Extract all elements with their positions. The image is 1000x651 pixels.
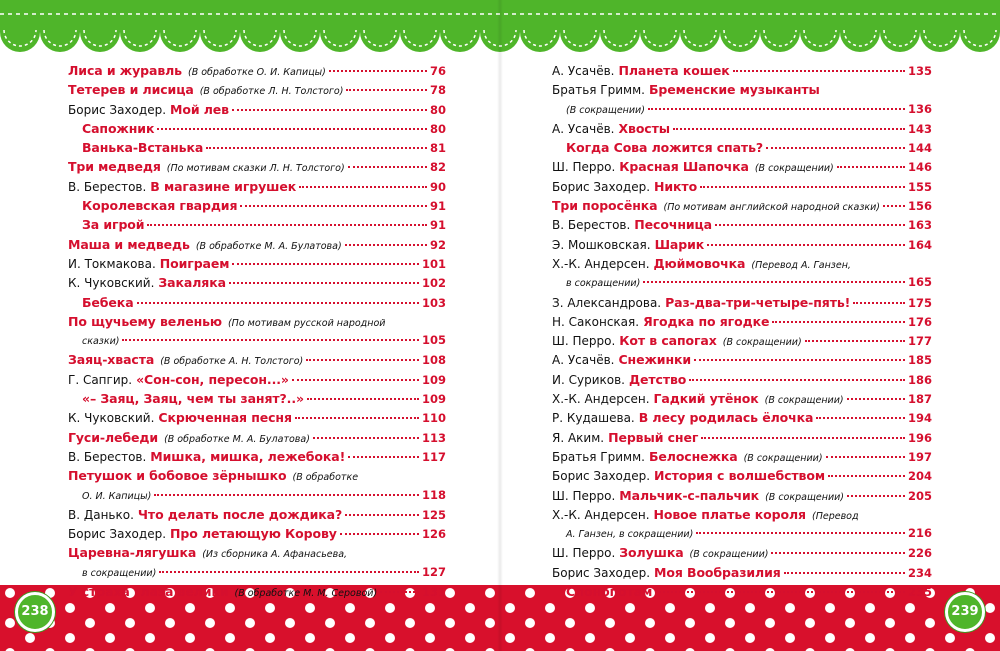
entry-page-number: 101 [421,256,446,271]
entry-author: Ш. Перро. [552,488,616,503]
toc-entry [68,254,446,273]
entry-author: И. Токмакова. [68,256,156,271]
toc-entry [552,486,932,505]
entry-page-number: 78 [429,83,446,98]
page-number-left: 238 [15,592,55,632]
entry-page-number: 92 [429,237,446,252]
entry-author: К. Чуковский. [68,276,155,291]
entry-page-number: 235 [907,585,932,600]
entry-title: Поиграем [159,255,230,271]
entry-title: Бебека [82,294,134,310]
entry-author: В. Берестов. [552,218,631,233]
toc-entry [552,254,932,273]
toc-entry [68,486,446,505]
entry-author: Ш. Перро. [552,546,616,561]
entry-note: (В сокращении) [764,395,844,407]
entry-title: Тетерев и лисица [68,82,194,98]
entry-page-number: 118 [421,487,446,502]
toc-entry [68,312,446,331]
entry-note: (В обработке М. М. Серовой) [234,588,378,600]
entry-author: Братья Гримм. [552,449,645,464]
entry-title: Три медведя [68,159,161,175]
toc-entry [68,138,446,157]
toc-entry [68,177,446,196]
toc-column-right [552,61,932,601]
toc-entry [68,370,446,389]
dot-leader [828,475,905,477]
toc-entry [68,196,446,215]
entry-title: Петушок и бобовое зёрнышко [68,468,287,484]
dot-leader [689,379,905,381]
entry-author: Борис Заходер. [68,102,167,117]
entry-note: сказки) [82,336,120,348]
entry-title: Шарик [654,236,705,252]
entry-page-number: 108 [421,353,446,368]
dot-leader [147,224,427,226]
toc-entry [552,447,932,466]
toc-entry [68,331,446,350]
dot-leader [784,572,905,574]
entry-title: Ванька-Встанька [82,140,204,156]
toc-entry [68,119,446,138]
toc-entry [68,350,446,369]
entry-page-number: 165 [907,275,932,290]
entry-title: Белоснежка [648,448,738,464]
dot-leader [295,417,419,419]
dot-leader [707,244,905,246]
entry-title: Гуси-лебеди [68,429,159,445]
dot-leader [837,166,905,168]
entry-title: Бременские музыканты [648,82,820,98]
entry-title: Снежинки [618,352,692,368]
toc-entry [552,389,932,408]
entry-page-number: 127 [421,564,446,579]
dot-leader [766,147,905,149]
entry-note: (Перевод [812,510,859,522]
entry-title: Сапожник [82,120,155,136]
entry-title: Царевна-лягушка [68,545,197,561]
entry-title: Золушка [619,545,684,561]
toc-entry [552,273,932,292]
entry-title: Что делать после дождика? [137,506,343,522]
toc-entry [552,350,932,369]
dot-leader [206,147,427,149]
dot-leader [306,359,419,361]
entry-page-number: 175 [907,295,932,310]
toc-entry [68,215,446,234]
entry-title: Заяц-хваста [68,352,155,368]
toc-entry [68,157,446,176]
toc-entry [552,196,932,215]
entry-author: Борис Заходер. [552,469,651,484]
toc-entry [68,524,446,543]
entry-author: Братья Гримм. [552,83,645,98]
entry-author: А. Усачёв. [552,121,615,136]
entry-page-number: 176 [907,314,932,329]
toc-entry [68,408,446,427]
entry-author: Борис Заходер. [552,565,651,580]
entry-page-number: 105 [421,333,446,348]
entry-page-number: 76 [429,64,446,78]
entry-title: В лесу родилась ёлочка [638,410,814,426]
entry-note: (В сокращении) [689,549,769,561]
dot-leader [696,532,905,534]
toc-entry [552,61,932,80]
entry-author: Н. Саконская. [552,314,640,329]
toc-entry [68,273,446,292]
dot-leader [772,321,905,323]
dot-leader [883,205,905,207]
entry-page-number: 125 [421,507,446,522]
toc-entry [552,428,932,447]
dot-leader [137,302,419,304]
toc-entry [68,505,446,524]
dot-leader [157,128,427,130]
toc-entry [68,447,446,466]
entry-title: Королевская гвардия [82,198,238,214]
dot-leader [232,263,419,265]
entry-page-number: 131 [421,585,446,600]
toc-entry [68,61,446,80]
toc-column-left [68,61,446,601]
entry-author: Я. Аким. [552,430,605,445]
entry-note: (В сокращении) [743,452,823,464]
dot-leader [348,166,427,168]
toc-entry [552,100,932,119]
toc-entry [552,80,932,99]
toc-entry [552,408,932,427]
dot-leader [154,494,419,496]
entry-note: (По мотивам русской народной [227,317,386,329]
entry-page-number: 234 [907,565,932,580]
entry-author: Х.-К. Андерсен. [552,392,650,407]
entry-title: По щучьему веленью [68,313,222,329]
toc-entry [68,563,446,582]
entry-author: Х.-К. Андерсен. [552,256,650,271]
toc-entry [68,389,446,408]
entry-page-number: 82 [429,160,446,175]
entry-page-number: 103 [421,295,446,310]
entry-page-number: 80 [429,102,446,117]
entry-title: Слонопотам [566,584,653,600]
toc-entry [68,100,446,119]
toc-entry [552,524,932,543]
toc-entry [552,543,932,562]
entry-title: Детство [628,371,687,387]
dot-leader [643,281,905,283]
entry-page-number: 90 [429,179,446,194]
entry-title: Про летающую Корову [170,526,337,542]
dot-leader [346,89,427,91]
toc-entry [552,505,932,524]
entry-page-number: 197 [907,449,932,464]
dot-leader [329,70,427,72]
entry-title: Кот в сапогах [619,333,717,349]
dot-leader [771,552,905,554]
entry-title: Раз-два-три-четыре-пять! [665,294,851,310]
entry-title: За игрой [82,217,145,233]
entry-page-number: 156 [907,199,932,214]
entry-note: (В обработке [292,472,359,484]
entry-title: Маша и медведь [68,236,190,252]
entry-title: Дюймовочка [653,255,746,271]
entry-page-number: 135 [907,64,932,78]
entry-author: В. Берестов. [68,449,147,464]
dot-leader [853,302,905,304]
entry-note: (В обработке А. Н. Толстого) [160,356,304,368]
entry-title: Гадкий утёнок [653,391,759,407]
entry-note: А. Ганзен, в сокращении) [566,529,694,541]
entry-title: Когда Сова ложится спать? [566,140,764,156]
entry-author: Э. Мошковская. [552,237,651,252]
entry-title: Первый снег [608,429,699,445]
entry-page-number: 204 [907,469,932,484]
entry-page-number: 143 [907,121,932,136]
entry-note: (В сокращении) [765,491,845,503]
dot-leader [700,186,905,188]
entry-note: (Перевод А. Ганзен, [751,259,851,271]
dot-leader [348,456,419,458]
toc-entry [552,177,932,196]
entry-page-number: 110 [421,411,446,426]
entry-title: Мой лев [170,101,229,117]
entry-title: «– Заяц, Заяц, чем ты занят?..» [82,391,304,407]
entry-title: Мишка, мишка, лежебока! [150,448,346,464]
entry-note: (В обработке Л. Н. Толстого) [199,86,344,98]
entry-title: Три поросёнка [552,198,658,214]
entry-author: Р. Кудашева. [552,411,635,426]
entry-page-number: 80 [429,121,446,136]
dot-leader [307,398,419,400]
entry-author: Г. Сапгир. [68,372,133,387]
entry-title: У страха глаза велики [68,584,229,600]
entry-page-number: 226 [907,546,932,561]
entry-author: А. Усачёв. [552,353,615,368]
entry-page-number: 163 [907,218,932,233]
dot-leader [673,128,905,130]
entry-page-number: 185 [907,353,932,368]
toc-entry [552,582,932,601]
dot-leader [701,437,905,439]
dot-leader [847,398,905,400]
entry-page-number: 194 [907,411,932,426]
entry-page-number: 126 [421,527,446,542]
entry-page-number: 164 [907,237,932,252]
toc-entry [552,293,932,312]
dot-leader [232,109,427,111]
entry-title: Моя Вообразилия [654,564,781,580]
dot-leader [345,244,427,246]
toc-entry [68,235,446,254]
page-number-right: 239 [945,592,985,632]
entry-title: Мальчик-с-пальчик [619,487,760,503]
entry-title: Песочница [634,217,713,233]
dot-leader [826,456,905,458]
entry-note: (В сокращении) [722,337,802,349]
entry-note: в сокращении) [82,567,157,579]
dot-leader [292,379,419,381]
toc-entry [552,119,932,138]
dot-leader [655,591,905,593]
entry-author: И. Суриков. [552,372,625,387]
entry-author: А. Усачёв. [552,64,615,78]
entry-author: З. Александрова. [552,295,662,310]
toc-entry [68,428,446,447]
entry-note: (По мотивам английской народной сказки) [663,202,881,214]
entry-note: в сокращении) [566,278,641,290]
dot-leader [240,205,427,207]
entry-title: Новое платье короля [653,506,806,522]
dot-leader [805,340,905,342]
entry-page-number: 91 [429,218,446,233]
entry-page-number: 102 [421,276,446,291]
entry-page-number: 109 [421,392,446,407]
dot-leader [313,437,419,439]
toc-entry [68,80,446,99]
dot-leader [715,224,905,226]
entry-page-number: 216 [907,526,932,541]
dot-leader [229,282,419,284]
entry-page-number: 196 [907,430,932,445]
entry-page-number: 205 [907,488,932,503]
entry-page-number: 146 [907,160,932,175]
toc-entry [552,215,932,234]
dot-leader [733,70,905,72]
dot-leader [159,571,419,573]
entry-note: (В обработке М. А. Булатова) [195,240,342,252]
entry-author: Ш. Перро. [552,334,616,349]
dot-leader [345,514,419,516]
toc-entry [552,157,932,176]
toc-entry [552,312,932,331]
entry-title: Лиса и журавль [68,63,182,78]
entry-title: История с волшебством [654,468,825,484]
toc-entry [68,466,446,485]
dot-leader [122,339,419,341]
toc-entry [552,370,932,389]
entry-page-number: 144 [907,141,932,156]
dot-leader [380,591,419,593]
entry-page-number: 155 [907,179,932,194]
entry-page-number: 91 [429,199,446,214]
toc-entry [552,563,932,582]
entry-title: Планета кошек [618,63,730,78]
entry-note: (В сокращении) [566,104,645,116]
dot-leader [340,533,419,535]
entry-title: «Сон-сон, пересон...» [136,371,289,387]
entry-page-number: 81 [429,141,446,156]
entry-title: Скрюченная песня [158,410,292,426]
entry-page-number: 177 [907,334,932,349]
entry-page-number: 117 [421,449,446,464]
entry-note: (По мотивам сказки Л. Н. Толстого) [166,163,345,175]
entry-title: Красная Шапочка [619,159,749,175]
toc-entry [68,293,446,312]
entry-author: Х.-К. Андерсен. [552,507,650,522]
toc-entry [68,543,446,562]
entry-title: Хвосты [618,120,670,136]
entry-note: О. И. Капицы) [82,490,152,502]
entry-title: Ягодка по ягодке [643,313,770,329]
toc-entry [552,331,932,350]
entry-note: (В обработке О. И. Капицы) [188,67,326,78]
entry-page-number: 109 [421,372,446,387]
entry-author: Борис Заходер. [552,179,651,194]
dot-leader [694,359,905,361]
entry-title: Закаляка [158,275,226,291]
toc-entry [552,138,932,157]
entry-note: (В сокращении) [754,163,834,175]
entry-author: В. Берестов. [68,179,147,194]
entry-title: Никто [654,178,698,194]
dot-leader [847,495,905,497]
entry-page-number: 187 [907,392,932,407]
entry-author: В. Данько. [68,507,134,522]
entry-author: Борис Заходер. [68,527,167,542]
entry-page-number: 186 [907,372,932,387]
book-spine [497,0,503,651]
toc-entry [68,582,446,601]
entry-note: (В обработке М. А. Булатова) [164,433,310,445]
dot-leader [648,108,905,110]
entry-author: К. Чуковский. [68,411,155,426]
toc-entry [552,235,932,254]
entry-page-number: 136 [907,101,932,116]
entry-author: Ш. Перро. [552,160,616,175]
entry-note: (Из сборника А. Афанасьева, [202,549,348,561]
entry-title: В магазине игрушек [150,178,297,194]
toc-entry [552,466,932,485]
dot-leader [816,417,905,419]
entry-page-number: 113 [421,430,446,445]
dot-leader [299,186,427,188]
